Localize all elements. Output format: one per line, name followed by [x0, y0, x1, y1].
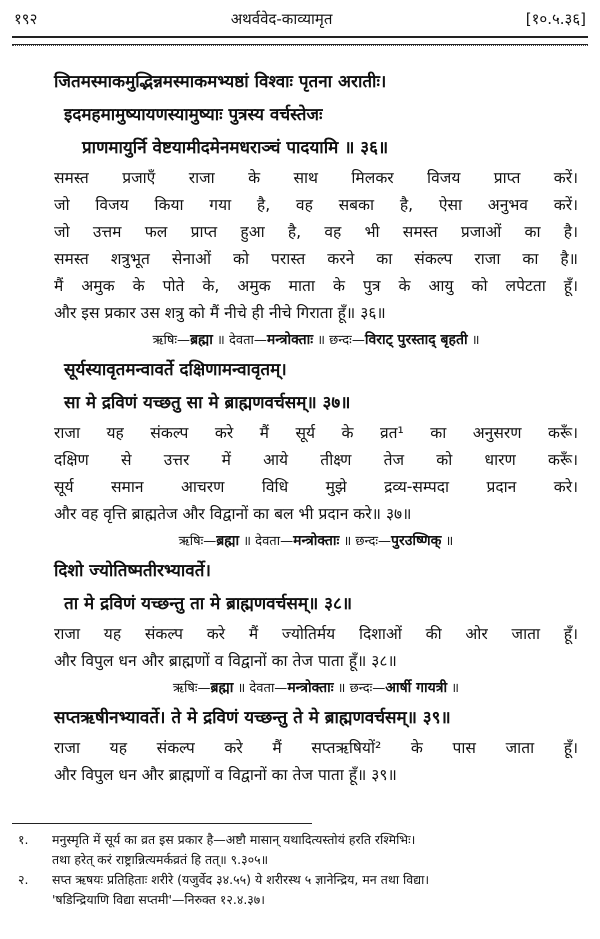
translation-37-line-2: दक्षिण से उत्तर में आये तीक्ष्ण तेज को धारण करूँ।: [54, 451, 578, 469]
footnote-2-number: २.: [18, 872, 29, 887]
rishi-value: ब्रह्मा: [190, 332, 213, 348]
devata-value: मन्त्रोक्ताः: [266, 332, 314, 348]
mantra-37-line-1: सूर्यस्यावृतमन्वावर्ते दक्षिणामन्वावृतम्।: [64, 360, 287, 380]
mantra-36-line-1: जितमस्माकमुद्भिन्नमस्माकमभ्यष्ठां विश्वाः पृतना अरातीः।: [54, 72, 387, 92]
devata-value: मन्त्रोक्ताः: [293, 533, 340, 549]
mantra-36-line-3: प्राणमायुर्नि वेष्टयामीदमेनमधराञ्चं पादयामि ॥ ३६॥: [82, 138, 389, 158]
translation-36-line-4: समस्त शत्रुभूत सेनाओं को परास्त करने का संकल्प राजा का है॥: [54, 250, 578, 268]
footnote-2-continued: 'षडिन्द्रियाणि विद्या सप्तमी'—निरुक्त १२.४.३७।: [52, 892, 266, 907]
page-header: [14, 6, 586, 32]
rishi-label: ऋषिः—: [172, 681, 211, 696]
translation-38-line-1: राजा यह संकल्प करे मैं ज्योतिर्मय दिशाओं की ओर जाता हूँ।: [54, 625, 578, 643]
header-rule: [12, 36, 588, 45]
translation-36-line-3: जो उत्तम फल प्राप्त हुआ है, वह भी समस्त प्रजाओं का है।: [54, 223, 578, 241]
mantra-37-line-2: सा मे द्रविणं यच्छतु सा मे ब्राह्मणवर्चसम्॥ ३७॥: [64, 393, 351, 413]
devata-label: ॥ देवता—: [217, 333, 267, 348]
metadata-37: [54, 528, 578, 555]
book-title: अथर्ववेद-काव्यामृत: [230, 10, 333, 28]
footnote-1-number: १.: [18, 832, 29, 847]
rishi-label: ऋषिः—: [152, 333, 191, 348]
chhanda-value: आर्षी गायत्री: [385, 680, 448, 696]
chhanda-label: ॥ छन्दः—: [337, 681, 386, 696]
footnote-1-text: मनुस्मृति में सूर्य का व्रत इस प्रकार है—अष्टौ मासान् यथादित्यस्तोयं हरति रश्मिभिः।: [52, 832, 416, 847]
verse-reference: [१०.५.३६]: [525, 10, 586, 28]
footnote-2: [14, 870, 584, 890]
devata-label: ॥ देवता—: [237, 681, 288, 696]
footnote-rule: [12, 823, 312, 824]
chhanda-value: विराट् पुरस्ताद् बृहती: [364, 332, 468, 348]
rishi-label: ऋषिः—: [178, 534, 217, 549]
metadata-end: ॥: [471, 333, 480, 348]
page-number: १९२: [14, 10, 38, 28]
translation-39-line-1: राजा यह संकल्प करे मैं सप्तऋषियों² के पास जाता हूँ।: [54, 739, 578, 757]
rishi-value: ब्रह्मा: [216, 533, 240, 549]
mantra-39-line-1: सप्तऋषीनभ्यावर्ते। ते मे द्रविणं यच्छन्तु ते मे ब्राह्मणवर्चसम्॥ ३९॥: [54, 708, 451, 728]
header-dotted-rule: [12, 45, 588, 46]
chhanda-label: ॥ छन्दः—: [343, 534, 392, 549]
chhanda-label: ॥ छन्दः—: [317, 333, 365, 348]
metadata-38: [54, 675, 578, 702]
main-content: [54, 66, 578, 789]
translation-36-line-1: समस्त प्रजाएँ राजा के साथ मिलकर विजय प्राप्त करें।: [54, 169, 578, 187]
translation-39-line-2: और विपुल धन और ब्राह्मणों व विद्वानों का तेज पाता हूँ॥ ३९॥: [54, 766, 397, 784]
mantra-36-line-2: इदमहमामुष्यायणस्यामुष्याः पुत्रस्य वर्चस्तेजः: [64, 105, 323, 125]
metadata-end: ॥: [451, 681, 460, 696]
mantra-38-line-2: ता मे द्रविणं यच्छन्तु ता मे ब्राह्मणवर्चसम्॥ ३८॥: [64, 594, 353, 614]
translation-38-line-2: और विपुल धन और ब्राह्मणों व विद्वानों का तेज पाता हूँ॥ ३८॥: [54, 652, 397, 670]
translation-37-line-3: सूर्य समान आचरण विधि मुझे द्रव्य-सम्पदा प्रदान करे।: [54, 478, 578, 496]
translation-37-line-4: और वह वृत्ति ब्राह्मतेज और विद्वानों का बल भी प्रदान करे॥ ३७॥: [54, 505, 412, 523]
devata-value: मन्त्रोक्ताः: [287, 680, 334, 696]
translation-36-line-2: जो विजय किया गया है, वह सबका है, ऐसा अनुभव करें।: [54, 196, 578, 214]
footnotes: [14, 830, 584, 910]
rishi-value: ब्रह्मा: [210, 680, 234, 696]
metadata-36: [54, 327, 578, 354]
devata-label: ॥ देवता—: [243, 534, 294, 549]
footnote-1: [14, 830, 584, 850]
translation-36-line-6: और इस प्रकार उस शत्रु को मैं नीचे ही नीचे गिराता हूँ॥ ३६॥: [54, 304, 386, 322]
translation-36-line-5: मैं अमुक के पोते के, अमुक माता के पुत्र के आयु को लपेटता हूँ।: [54, 277, 578, 295]
chhanda-value: पुरउष्णिक्: [391, 533, 442, 549]
mantra-38-line-1: दिशो ज्योतिष्मतीरभ्यावर्ते।: [54, 561, 211, 581]
metadata-end: ॥: [445, 534, 454, 549]
footnote-1-continued: तथा हरेत् करं राष्ट्रान्नित्यमर्कव्रतं हि तत्॥ ९.३०५॥: [52, 852, 269, 867]
translation-37-line-1: राजा यह संकल्प करे मैं सूर्य के व्रत¹ का अनुसरण करूँ।: [54, 424, 578, 442]
footnote-2-text: सप्त ऋषयः प्रतिहिताः शरीरे (यजुर्वेद ३४.५५) ये शरीरस्थ ५ ज्ञानेन्द्रिय, मन तथा विद्या।: [52, 872, 430, 887]
